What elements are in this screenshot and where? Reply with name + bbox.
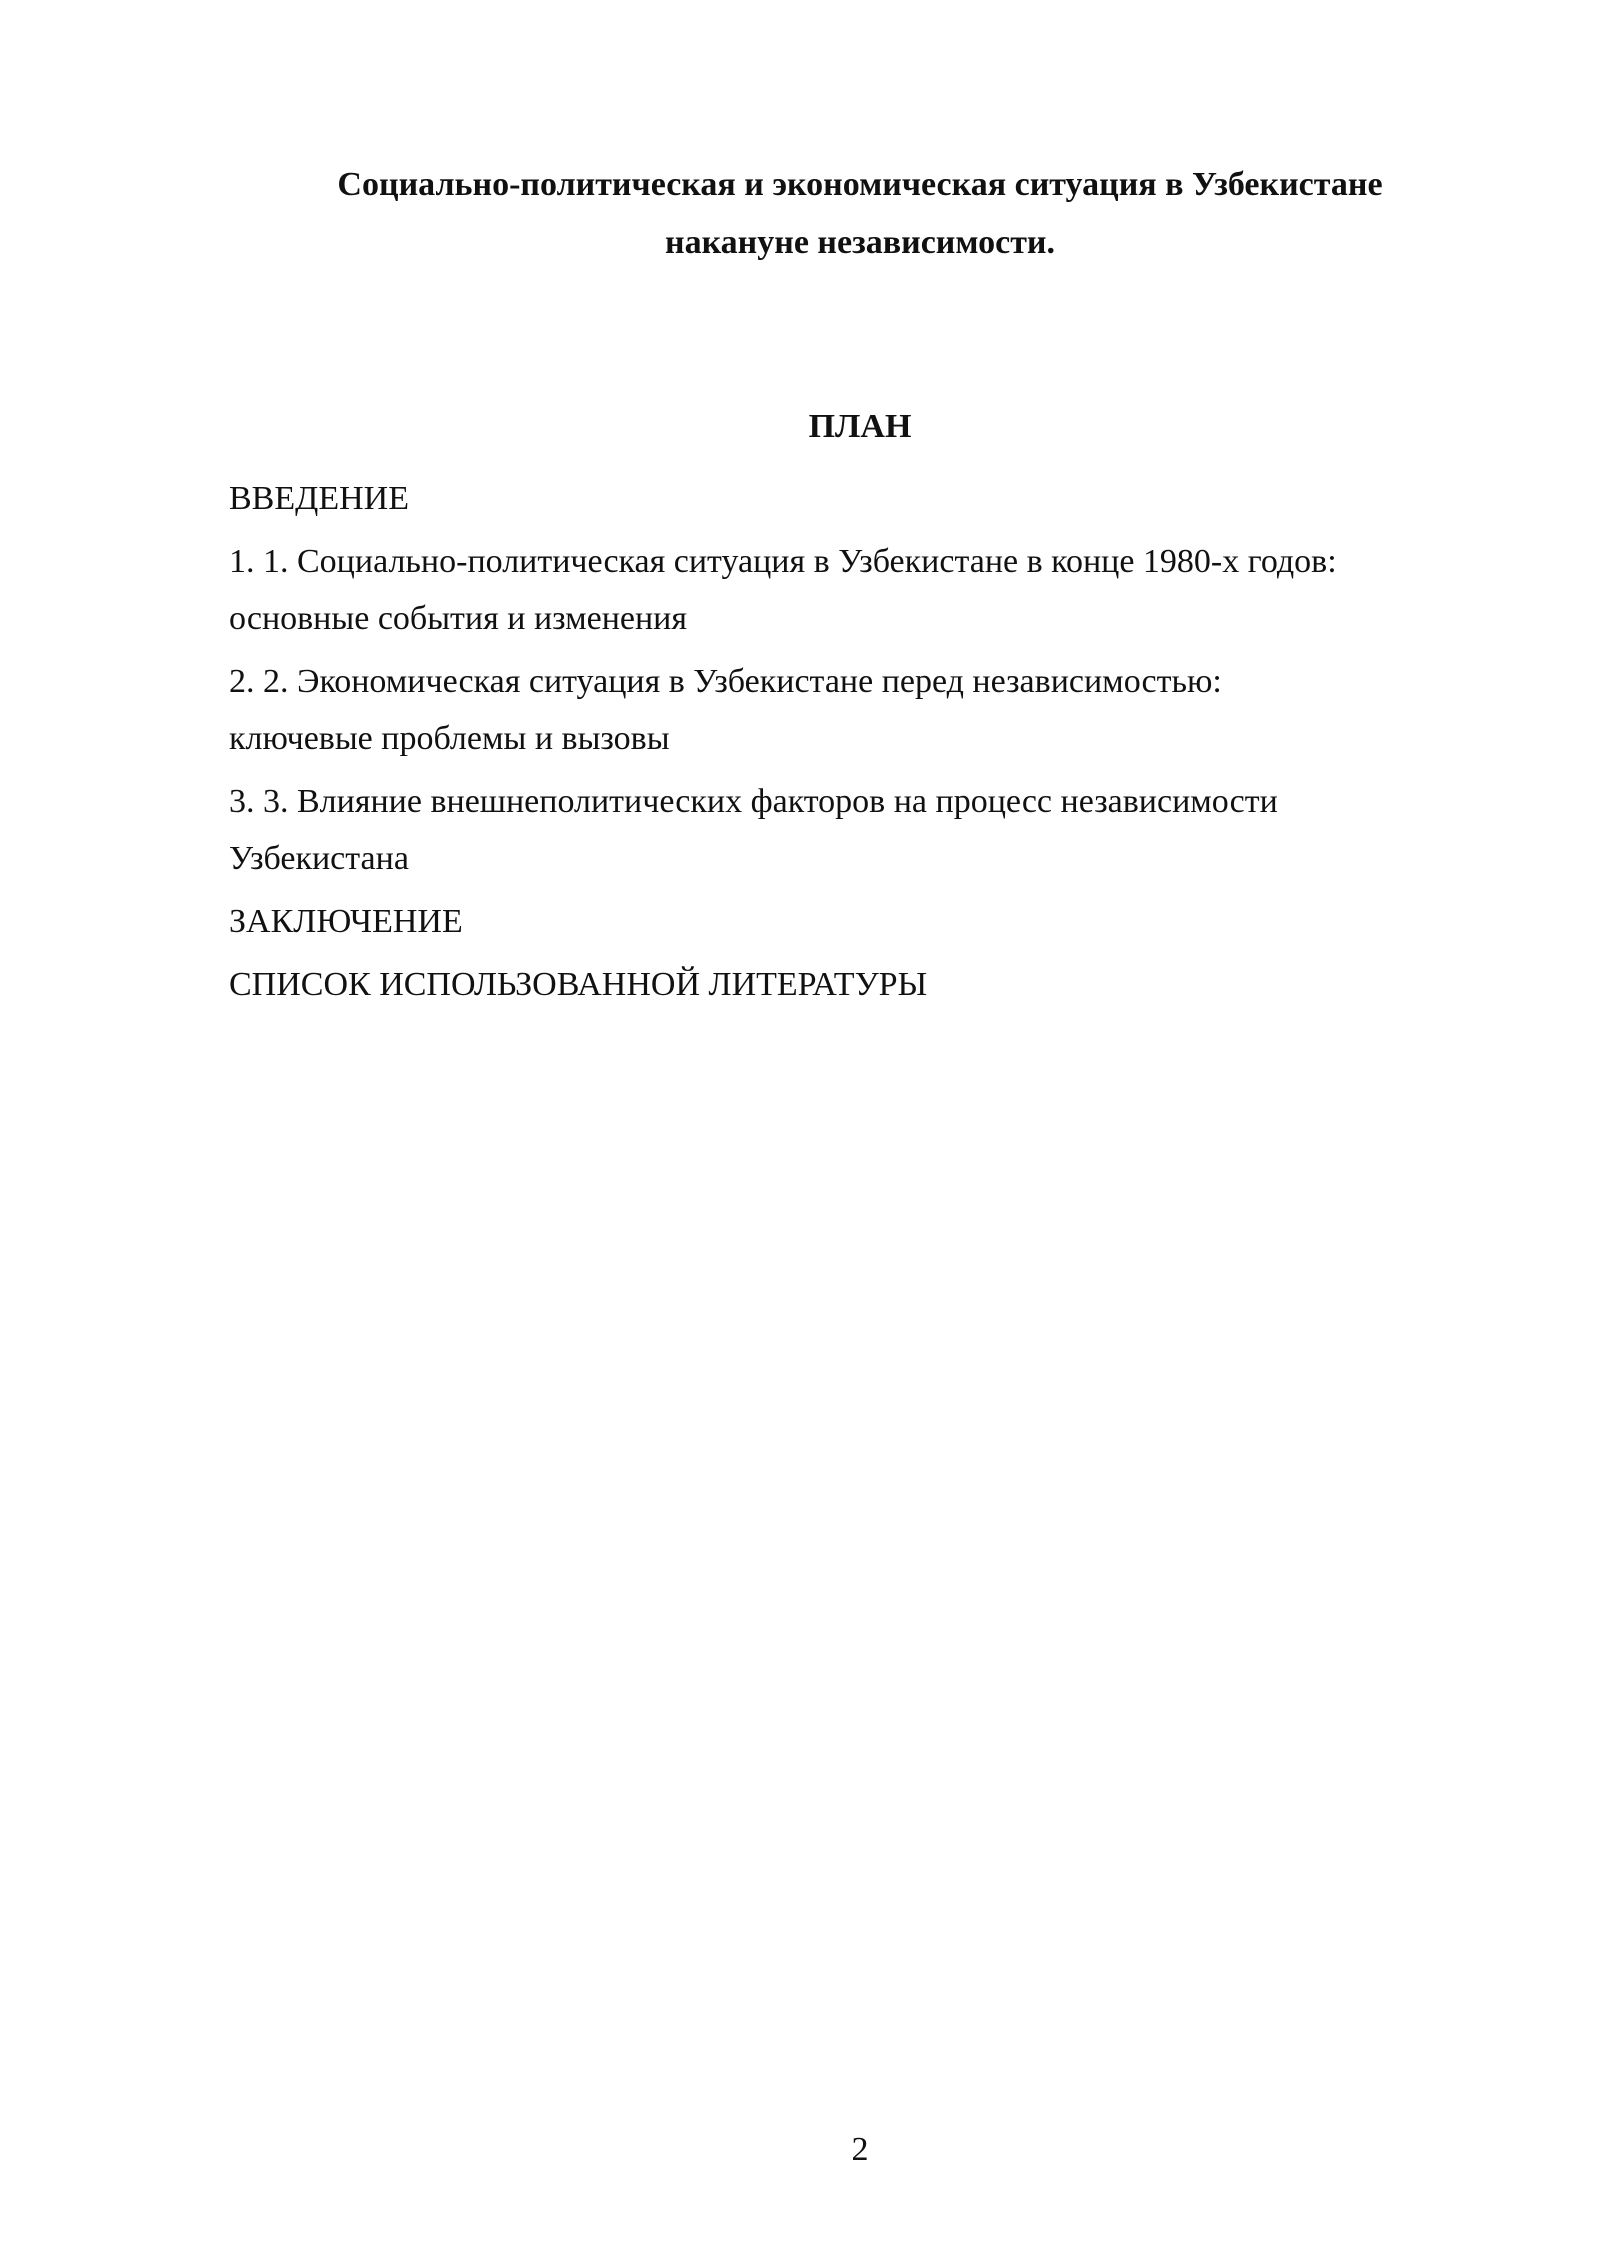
plan-item-line: 3. 3. Влияние внешнеполитических факторов на процесс независимости bbox=[229, 783, 1278, 820]
plan-item-conclusion bbox=[229, 893, 1489, 950]
plan-item-line: основные события и изменения bbox=[229, 600, 688, 637]
document-title-line: накануне независимости. bbox=[664, 224, 1055, 261]
plan-item-line: 2. 2. Экономическая ситуация в Узбекистане перед независимостью: bbox=[229, 663, 1222, 700]
plan-item-section-2 bbox=[229, 653, 1489, 767]
document-title-line: Социально-политическая и экономическая ситуация в Узбекистане bbox=[337, 166, 1383, 203]
plan-item-line: СПИСОК ИСПОЛЬЗОВАННОЙ ЛИТЕРАТУРЫ bbox=[229, 966, 928, 1003]
plan-item-line: ключевые проблемы и вызовы bbox=[229, 720, 670, 757]
plan-item-line: 1. 1. Социально-политическая ситуация в Узбекистане в конце 1980-х годов: bbox=[229, 543, 1337, 580]
plan-heading: ПЛАН bbox=[808, 408, 912, 445]
plan-item-bibliography bbox=[229, 956, 1489, 1013]
document-title bbox=[230, 156, 1490, 272]
plan-item-section-3 bbox=[229, 773, 1489, 887]
plan-item-introduction bbox=[229, 470, 1489, 527]
plan-item-line: ВВЕДЕНИЕ bbox=[229, 480, 409, 517]
plan-item-line: Узбекистана bbox=[229, 840, 409, 877]
page-number: 2 bbox=[851, 2131, 869, 2168]
plan-item-section-1 bbox=[229, 533, 1489, 647]
plan-item-line: ЗАКЛЮЧЕНИЕ bbox=[229, 903, 463, 940]
plan-list bbox=[229, 470, 1489, 1019]
